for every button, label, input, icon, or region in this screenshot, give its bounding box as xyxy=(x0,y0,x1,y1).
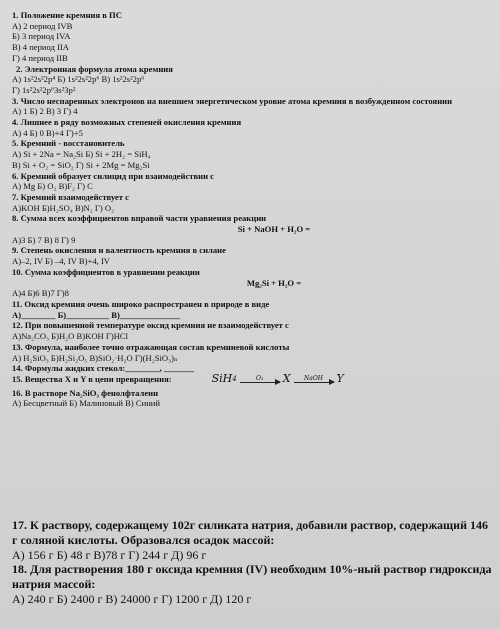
q15-row xyxy=(12,371,496,385)
q9-options: А)–2, IV Б) –4, IV В)+4, IV xyxy=(12,256,111,267)
q16-title: 16. В растворе Na₂SiO₃ фенолфталеин xyxy=(12,387,159,398)
chain-arrow-2-label: NaOH xyxy=(304,375,324,383)
q13-title: 13. Формула, наиболее точно отражающая состав кремниевой кислоты xyxy=(12,341,290,352)
q9-title: 9. Степень окисления и валентность кремния в силане xyxy=(12,245,226,256)
q4-options: А) 4 Б) 0 В)+4 Г)+5 xyxy=(12,127,83,138)
questions-block-large xyxy=(12,518,494,607)
chain-start-sub: 4 xyxy=(232,374,237,383)
q1-option-c: В) 4 период IIA xyxy=(12,42,69,53)
chain-end: Y xyxy=(336,371,344,385)
q18-title: 18. Для растворения 180 г оксида кремния (IV) необходим 10%-ный раствор гидроксида натрия массой: xyxy=(12,562,492,592)
q1-title: 1. Положение кремния в ПС xyxy=(12,10,122,20)
q5-options-cd: В) Si + O₂ = SiO₂ Г) Si + 2Mg = Mg₂Si xyxy=(12,159,150,170)
q14-title: 14. Формулы жидких стекол:________, _______ xyxy=(12,363,195,374)
q8-equation: Si + NaOH + H₂O = xyxy=(237,224,311,235)
q11-title: 11. Оксид кремния очень широко распространен в природе в виде xyxy=(12,298,270,309)
arrow-right-icon xyxy=(240,382,280,383)
q2-option-d: Г) 1s²2s²2p⁶3s²3p² xyxy=(12,84,76,95)
questions-block-small xyxy=(12,10,496,409)
chain-arrow-1 xyxy=(240,375,280,383)
q10-options: А)4 Б)6 В)7 Г)8 xyxy=(12,288,69,299)
q6-options: А) Mg Б) O₂ В)F₂ Г) C xyxy=(12,181,93,192)
q7-options: А)KOH Б)H₂SO₄ В)N₂ Г) O₂ xyxy=(12,202,115,213)
q15-transformation-chain xyxy=(211,371,344,385)
chain-mid: X xyxy=(282,371,291,385)
q11-options: А)________ Б)__________ В)______________ xyxy=(12,309,181,320)
q1-option-a: А) 2 период IVB xyxy=(12,20,73,31)
q17-options: А) 156 г Б) 48 г В)78 г Г) 244 г Д) 96 г xyxy=(12,547,207,562)
chain-arrow-1-label: O₂ xyxy=(256,375,264,383)
chain-arrow-2 xyxy=(294,375,334,383)
q1-option-d: Г) 4 период IIB xyxy=(12,52,68,63)
q4-title: 4. Лишнее в ряду возможных степеней окисления кремния xyxy=(12,117,242,128)
q10-equation: Mg₂Si + H₂O = xyxy=(246,277,302,288)
q6-title: 6. Кремний образует силицид при взаимодействии с xyxy=(12,170,214,181)
q16-options: А) Бесцветный Б) Малиновый В) Синий xyxy=(12,398,160,409)
q7-title: 7. Кремний взаимодействует с xyxy=(12,191,129,202)
q17-title: 17. К раствору, содержащему 102г силиката натрия, добавили раствор, содержащий 146 г соляной кислоты. Образовался осадок массой: xyxy=(12,518,489,547)
q18-options: А) 240 г Б) 2400 г В) 24000 г Г) 1200 г Д) 120 г xyxy=(12,591,252,606)
q3-options: А) 1 Б) 2 В) 3 Г) 4 xyxy=(12,106,78,117)
q10-title: 10. Сумма коэффициентов в уравнении реакции xyxy=(12,266,200,277)
q1-option-b: Б) 3 период IVA xyxy=(12,31,71,42)
q5-options-ab: А) Si + 2Na = Na₂Si Б) Si + 2H₂ = SiH₄ xyxy=(12,149,151,160)
q13-options: А) H₂SiO₃ Б)H₂Si₂O₅ В)SiO₂·H₂O Г)(H₂SiO₃)ₙ xyxy=(12,352,178,363)
chain-start: SiH xyxy=(211,371,233,385)
q5-title: 5. Кремний - восстановитель xyxy=(12,138,125,149)
q8-title: 8. Сумма всех коэффициентов вправой части уравнения реакции xyxy=(12,213,267,224)
q3-title: 3. Число неспаренных электронов на внешнем энергетическом уровне атома кремния в возбужденном состоянии xyxy=(12,95,453,106)
q12-title: 12. При повышенной температуре оксид кремния не взаимодействует с xyxy=(12,320,289,331)
q15-title: 15. Вещества X и Y в цепи превращения: xyxy=(12,373,172,384)
q2-title: 2. Электронная формула атома кремния xyxy=(16,63,173,74)
q8-options: А)3 Б) 7 В) 8 Г) 9 xyxy=(12,234,76,245)
q12-options: А)Na₂CO₃ Б)H₂O В)KOH Г)HCl xyxy=(12,331,129,342)
arrow-right-icon xyxy=(294,382,334,383)
q2-options-abc: А) 1s²2s²2p⁴ Б) 1s²2s²2p⁶ В) 1s²2s²2p⁶ xyxy=(12,74,145,85)
